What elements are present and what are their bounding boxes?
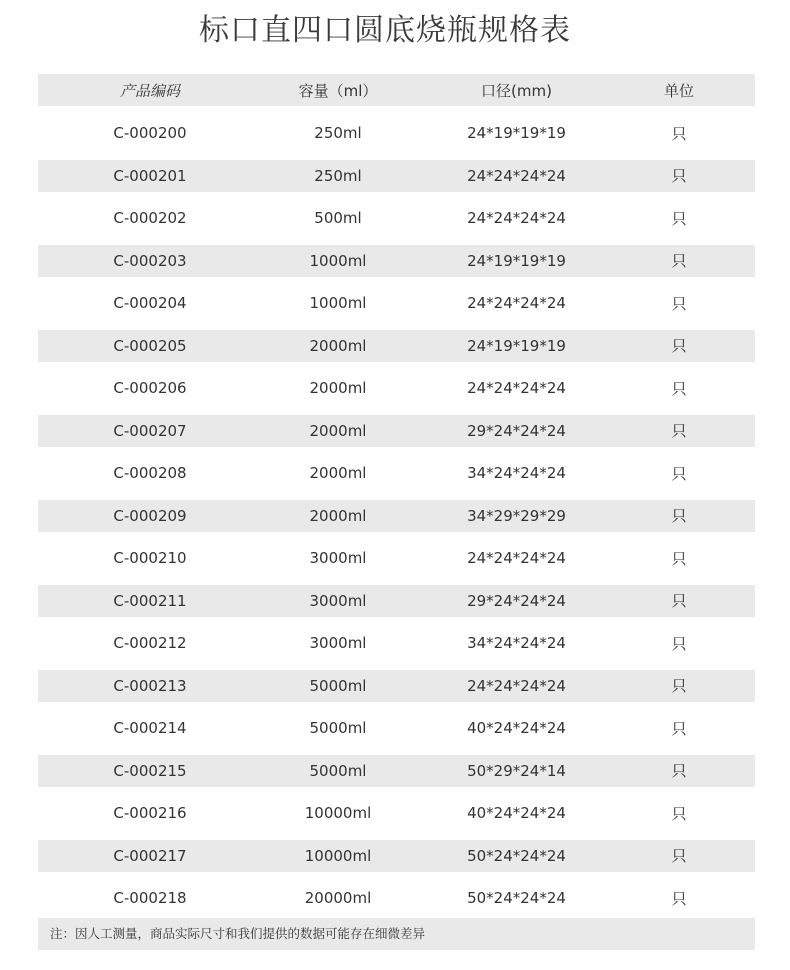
cell-product-code: C-000216 [113,804,187,822]
header-capacity: 容量（ml） [298,81,378,100]
table-row [38,372,755,404]
table-row [38,117,755,149]
cell-unit: 只 [671,507,687,525]
header-unit: 单位 [663,81,694,100]
cell-capacity: 3000ml [309,591,367,610]
cell-capacity: 10000ml [304,804,372,822]
table-row [38,627,755,659]
cell-product-code: C-000201 [113,166,187,185]
cell-capacity: 2000ml [309,464,367,482]
cell-capacity: 3000ml [309,634,367,652]
table-row [38,457,755,489]
table-body [38,117,755,914]
cell-capacity: 2000ml [309,336,367,355]
cell-product-code: C-000210 [113,549,187,567]
cell-neck-size: 34*24*24*24 [467,634,566,652]
cell-product-code: C-000213 [113,676,187,695]
cell-capacity: 3000ml [309,549,367,567]
cell-neck-size: 29*24*24*24 [467,421,566,440]
cell-product-code: C-000209 [113,506,187,525]
table-row [38,585,755,617]
cell-capacity: 1000ml [309,294,367,312]
table-row [38,670,755,702]
cell-product-code: C-000205 [113,336,187,355]
cell-neck-size: 24*24*24*24 [467,166,566,185]
cell-neck-size: 40*24*24*24 [467,719,566,737]
cell-neck-size: 24*19*19*19 [467,336,566,355]
cell-unit: 只 [671,762,687,780]
table-row [38,160,755,192]
cell-unit: 只 [671,549,687,568]
table-row [38,330,755,362]
cell-product-code: C-000215 [113,761,187,780]
cell-neck-size: 50*24*24*24 [467,846,566,865]
cell-capacity: 250ml [314,124,362,142]
cell-product-code: C-000206 [113,379,187,397]
header-product-code: 产品编码 [119,81,180,100]
cell-product-code: C-000212 [113,634,187,652]
table-row [38,882,755,914]
table-row [38,245,755,277]
cell-product-code: C-000202 [113,209,187,227]
cell-neck-size: 24*24*24*24 [467,549,566,567]
cell-capacity: 250ml [314,166,362,185]
cell-neck-size: 24*24*24*24 [467,379,566,397]
cell-capacity: 2000ml [309,421,367,440]
cell-product-code: C-000200 [113,124,187,142]
cell-unit: 只 [671,889,687,908]
cell-neck-size: 50*24*24*24 [467,889,566,907]
cell-unit: 只 [671,337,687,355]
table-row [38,202,755,234]
cell-unit: 只 [671,209,687,228]
cell-neck-size: 24*19*19*19 [467,251,566,270]
cell-neck-size: 24*19*19*19 [467,124,566,142]
header-neck-size: 口径(mm) [481,81,552,100]
cell-neck-size: 24*24*24*24 [467,209,566,227]
table-row [38,287,755,319]
cell-product-code: C-000207 [113,421,187,440]
table-row [38,840,755,872]
cell-unit: 只 [671,124,687,143]
cell-neck-size: 29*24*24*24 [467,591,566,610]
cell-product-code: C-000217 [113,846,187,865]
cell-product-code: C-000214 [113,719,187,737]
cell-capacity: 5000ml [309,676,367,695]
cell-unit: 只 [671,719,687,738]
cell-unit: 只 [671,464,687,483]
cell-product-code: C-000203 [113,251,187,270]
cell-product-code: C-000204 [113,294,187,312]
cell-neck-size: 34*24*24*24 [467,464,566,482]
spec-table [38,74,755,925]
footnote: 注：因人工测量，商品实际尺寸和我们提供的数据可能存在细微差异 [38,918,755,950]
cell-capacity: 1000ml [309,251,367,270]
cell-unit: 只 [671,804,687,823]
cell-product-code: C-000211 [113,591,187,610]
cell-capacity: 2000ml [309,379,367,397]
cell-unit: 只 [671,167,687,185]
cell-neck-size: 24*24*24*24 [467,294,566,312]
cell-capacity: 500ml [314,209,362,227]
cell-unit: 只 [671,634,687,653]
cell-unit: 只 [671,422,687,440]
cell-capacity: 10000ml [304,846,372,865]
cell-neck-size: 50*29*24*14 [467,761,566,780]
cell-product-code: C-000208 [113,464,187,482]
cell-unit: 只 [671,847,687,865]
cell-capacity: 20000ml [304,889,372,907]
cell-neck-size: 34*29*29*29 [467,506,566,525]
cell-unit: 只 [671,294,687,313]
page-title: 标口直四口圆底烧瓶规格表 [199,13,571,48]
cell-capacity: 5000ml [309,719,367,737]
cell-neck-size: 24*24*24*24 [467,676,566,695]
cell-unit: 只 [671,592,687,610]
cell-capacity: 5000ml [309,761,367,780]
cell-capacity: 2000ml [309,506,367,525]
cell-unit: 只 [671,252,687,270]
table-row [38,415,755,447]
cell-unit: 只 [671,379,687,398]
cell-unit: 只 [671,677,687,695]
table-row [38,797,755,829]
table-row [38,500,755,532]
table-row [38,542,755,574]
table-row [38,755,755,787]
cell-product-code: C-000218 [113,889,187,907]
cell-neck-size: 40*24*24*24 [467,804,566,822]
table-row [38,712,755,744]
table-header [38,74,755,106]
